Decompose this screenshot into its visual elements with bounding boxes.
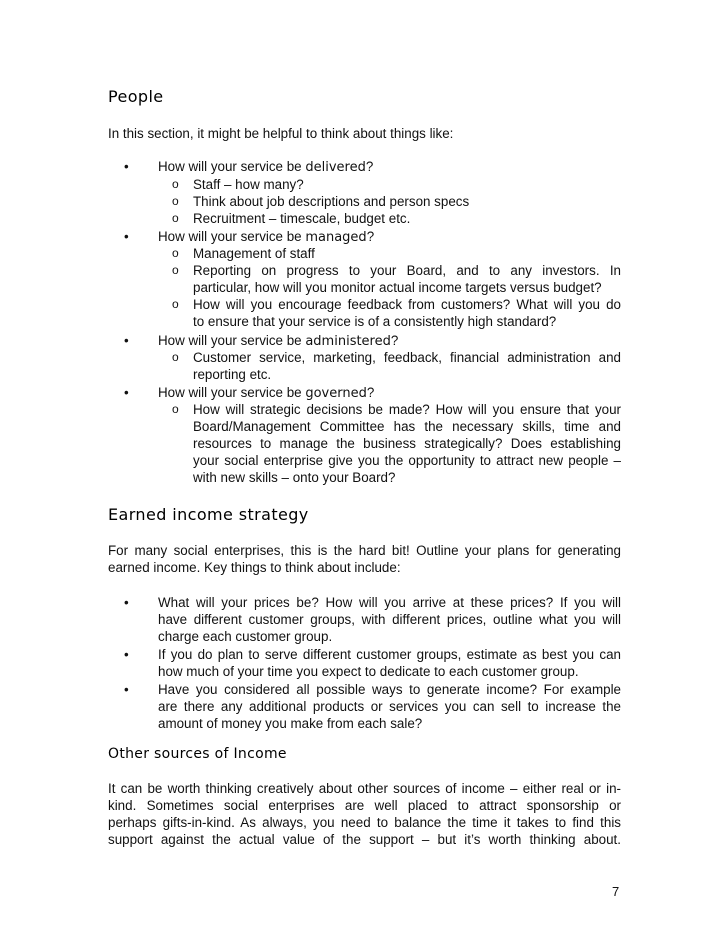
people-item-governed: How will your service be governed? (158, 385, 375, 401)
earned-item-customer-groups: If you do plan to serve different customer groups, estimate as best you can how much of your time you expect to dedicate to each customer group. (158, 647, 621, 679)
bullet: • (124, 595, 129, 610)
sub-item: Staff – how many? (193, 177, 304, 192)
sub-bullet: o (172, 194, 179, 208)
bullet: • (124, 229, 129, 244)
earned-intro: For many social enterprises, this is the hard bit! Outline your plans for generating earned income. Key things to think about include: (108, 543, 621, 575)
bullet: • (124, 333, 129, 348)
sub-bullet: o (172, 263, 179, 277)
sub-item: Reporting on progress to your Board, and to any investors. In particular, how will you monitor actual income targets versus budget? (193, 263, 621, 295)
sub-item: Recruitment – timescale, budget etc. (193, 211, 411, 226)
page-number: 7 (612, 884, 620, 899)
sub-bullet: o (172, 297, 179, 311)
sub-bullet: o (172, 211, 179, 225)
section-heading-other-income: Other sources of Income (108, 746, 287, 762)
keyword-managed: managed (305, 230, 367, 245)
keyword-delivered: delivered (305, 160, 366, 175)
sub-bullet: o (172, 402, 179, 416)
sub-item: Management of staff (193, 246, 315, 261)
people-item-administered: How will your service be administered? (158, 333, 399, 349)
section-heading-earned-income: Earned income strategy (108, 505, 309, 524)
bullet: • (124, 385, 129, 400)
bullet: • (124, 682, 129, 697)
sub-bullet: o (172, 350, 179, 364)
earned-item-prices: What will your prices be? How will you arrive at these prices? If you will have different customer groups, with different prices, outline what you will charge each customer group. (158, 595, 621, 644)
sub-item: Think about job descriptions and person specs (193, 194, 470, 209)
sub-item: How will strategic decisions be made? How will you ensure that your Board/Management Committee has the necessary skills, time and resources to manage the business strategically? Does establishing your social enterprise give you the opportunity to attract new people – with new skills – onto your Board? (193, 402, 621, 485)
sub-item: How will you encourage feedback from customers? What will you do to ensure that your service is of a consistently high standard? (193, 297, 621, 329)
keyword-governed: governed (305, 386, 367, 401)
sub-bullet: o (172, 177, 179, 191)
bullet: • (124, 647, 129, 662)
keyword-administered: administered (305, 334, 391, 349)
people-item-managed: How will your service be managed? (158, 229, 375, 245)
sub-bullet: o (172, 246, 179, 260)
sub-item: Customer service, marketing, feedback, financial administration and reporting etc. (193, 350, 621, 382)
other-income-body: It can be worth thinking creatively about other sources of income – either real or in- kind. Sometimes social enterprises are well placed to attract sponsorship or perhaps gifts-in-kind. As always, you need to balance the time it takes to find this support against the actual value of the support – but it’s worth thinking about. (108, 781, 621, 847)
section-heading-people: People (108, 87, 164, 106)
earned-item-income-ways: Have you considered all possible ways to generate income? For example are there any additional products or services you can sell to increase the amount of money you make from each sale? (158, 682, 621, 731)
people-intro: In this section, it might be helpful to think about things like: (108, 126, 454, 141)
people-item-delivered: How will your service be delivered? (158, 159, 374, 175)
bullet: • (124, 159, 129, 174)
